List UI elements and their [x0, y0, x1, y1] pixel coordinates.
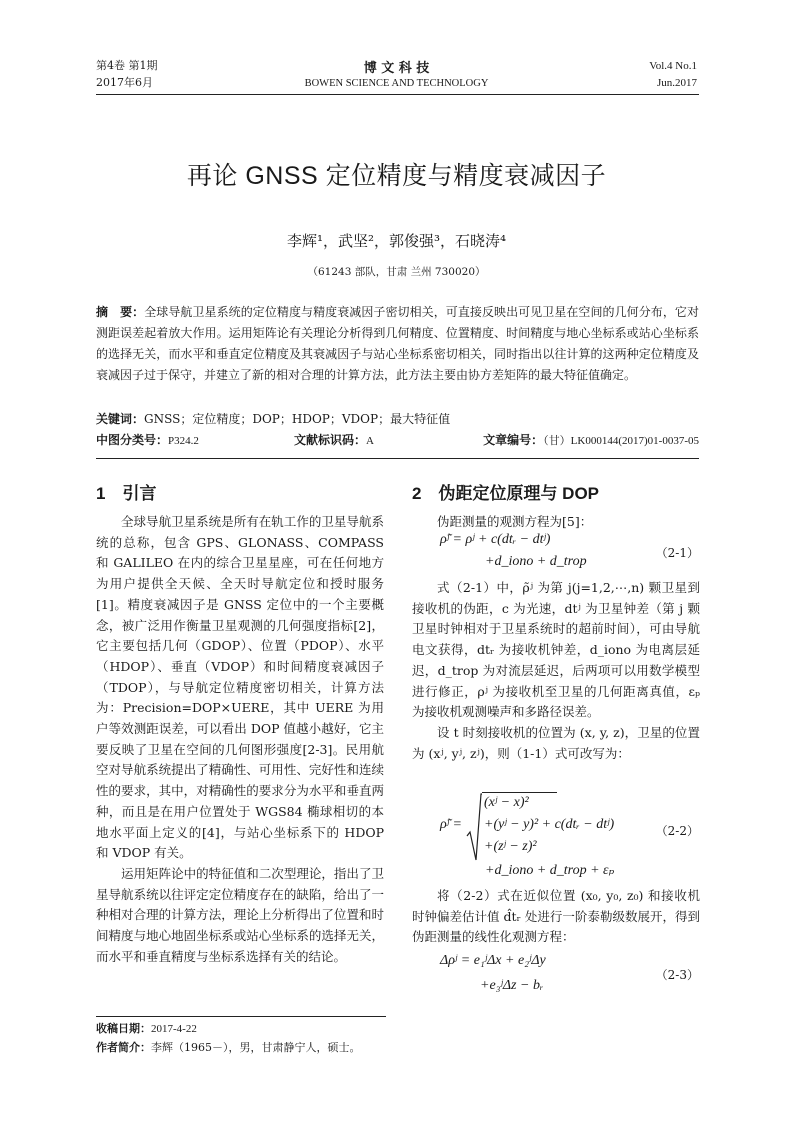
section2-paragraph: 将（2-2）式在近似位置 (x₀, y₀, z₀) 和接收机时钟偏差估计值 d̂tᵣ 处进行一阶泰勒级数展开，得到伪距测量的线性化观测方程： [412, 888, 700, 945]
received-date [96, 1020, 197, 1038]
sqrt-symbol-icon [466, 792, 482, 862]
section2-paragraph-a-block [412, 578, 700, 764]
received-date-value: 2017-4-22 [151, 1023, 197, 1035]
sqrt-bar [482, 792, 557, 793]
equation-2-2-row4: +d_iono + d_trop + εₚ [485, 863, 615, 878]
paper-title: 再论 GNSS 定位精度与精度衰减因子 [186, 162, 607, 190]
section1-paragraph: 全球导航卫星系统是所有在轨工作的卫星导航系统的总称，包含 GPS、GLONASS、COMPASS 和 GALILEO 在内的综合卫星星座，可在任何地方为用户提供全天候、全天时导航定位和授时服务[1]。精度衰减因子是 GNSS 定位中的一个主要概念，被广泛用作衡量卫星观测的几何强度指标[2]，它主要包括几何（GDOP）、位置（PDOP）、水平（HDOP）、垂直（VDOP）和时间精度衰减因子（TDOP），与导航定位精度密切相关，计算方法为：Precision=DOP×UERE，其中 UERE 为用户等效测距误差，可以看出 DOP 值越小越好，它主要反映了卫星在空间的几何图形强度[2-3]。民用航空对导航系统提出了精确性、可用性、完好性和连续性的要求，其中，对精确性的要求分为水平和垂直两种，而且是在用户位置处于 WGS84 椭球相切的本地水平面上定义的[4]，与站心坐标系下的 HDOP 和 VDOP 有关。 [96, 514, 384, 861]
section2-paragraph: 设 t 时刻接收机的位置为 (x, y, z)，卫星的位置为 (xʲ, yʲ, zʲ)，则（1-1）式可改写为： [412, 724, 700, 761]
author-bio [96, 1039, 361, 1057]
author-affiliation: （61243 部队，甘肃 兰州 730020） [307, 266, 486, 278]
journal-volume-issue: 第4卷 第1期 [96, 59, 158, 72]
equation-2-1-line2: +d_iono + d_trop [485, 554, 587, 569]
section2-paragraph: 式（2-1）中，ρ̃ʲ 为第 j(j=1,2,⋯,n) 颗卫星到接收机的伪距，c 为光速，dtʲ 为卫星钟差（第 j 颗卫星时钟相对于卫星系统时的超前时间），可由导航电文获得，dtᵣ 为接收机钟差，d_iono 为电离层延迟，d_trop 为对流层延迟，后两项可以用数学模型进行修正，ρʲ 为接收机至卫星的几何距离真值，εₚ 为接收机观测噪声和多路径误差。 [412, 580, 700, 720]
doc-code-label: 文献标识码： [294, 433, 367, 447]
equation-2-1-line1: ρ̃ʲ = ρʲ + c(dtᵣ − dtʲ) [440, 532, 551, 547]
equation-2-2-row1: (xʲ − x)² [484, 795, 529, 810]
journal-date-en: Jun.2017 [656, 77, 697, 89]
author-bio-value: 李辉（1965－），男，甘肃静宁人，硕士。 [151, 1041, 361, 1054]
footnote-rule [96, 1016, 386, 1017]
equation-2-1-number: （2-1） [655, 546, 699, 560]
journal-date: 2017年6月 [96, 76, 153, 89]
journal-volume-en: Vol.4 No.1 [649, 60, 697, 72]
keywords-text: GNSS；定位精度；DOP；HDOP；VDOP；最大特征值 [144, 412, 451, 426]
article-number-label: 文章编号： [483, 433, 544, 447]
clc-label: 中图分类号： [96, 433, 169, 447]
equation-2-2-lhs: ρ̃ʲ = [440, 817, 462, 832]
paper-authors: 李辉¹，武坚²，郭俊强³，石晓涛⁴ [286, 232, 507, 250]
doc-code-value: A [366, 435, 374, 447]
keywords-label: 关键词： [96, 412, 145, 426]
header-rule [96, 94, 699, 95]
equation-2-2-number: （2-2） [655, 824, 699, 838]
abstract-rule [96, 458, 699, 459]
section2-paragraph-c-block [412, 886, 700, 948]
article-number-value: （甘）LK000144(2017)01-0037-05 [543, 435, 699, 447]
author-bio-label: 作者简介： [96, 1042, 151, 1054]
clc-value: P324.2 [168, 435, 199, 447]
section1-body [96, 512, 384, 967]
equation-2-3-number: （2-3） [655, 968, 699, 982]
section2-intro-block [412, 512, 700, 533]
received-date-label: 收稿日期： [96, 1023, 151, 1035]
journal-name: 博 文 科 技 [363, 61, 430, 76]
journal-name-english: BOWEN SCIENCE AND TECHNOLOGY [304, 78, 489, 89]
keywords [96, 409, 699, 430]
equation-2-2-row3: +(zʲ − z)² [484, 839, 537, 854]
section2-intro: 伪距测量的观测方程为[5]： [437, 514, 593, 529]
equation-2-3-line2: +e₃ʲΔz − bᵣ [480, 978, 544, 993]
section1-heading: 1 引言 [96, 484, 157, 503]
abstract-label: 摘 要： [96, 305, 145, 319]
equation-2-2-row2: +(yʲ − y)² + c(dtᵣ − dtʲ) [484, 817, 615, 832]
abstract [96, 302, 699, 386]
equation-2-3-line1: Δρʲ = e₁ʲΔx + e₂ʲΔy [440, 953, 546, 968]
section2-heading: 2 伪距定位原理与 DOP [412, 484, 600, 503]
abstract-text: 全球导航卫星系统的定位精度与精度衰减因子密切相关，可直接反映出可见卫星在空间的几何分布，它对测距误差起着放大作用。运用矩阵论有关理论分析得到几何精度、位置精度、时间精度与地心坐标系或站心坐标系的选择无关，而水平和垂直定位精度及其衰减因子与站心坐标系密切相关，同时指出以往计算的这两种定位精度及衰减因子过于保守，并建立了新的相对合理的计算方法，此方法主要由协方差矩阵的最大特征值确定。 [96, 305, 699, 382]
section1-paragraph: 运用矩阵论中的特征值和二次型理论，指出了卫星导航系统以往评定定位精度存在的缺陷，给出了一种相对合理的计算方法，理论上分析得出了位置和时间精度与地心地固坐标系或站心坐标系的选择无关，而水平和垂直精度与坐标系选择有关的结论。 [96, 865, 384, 964]
